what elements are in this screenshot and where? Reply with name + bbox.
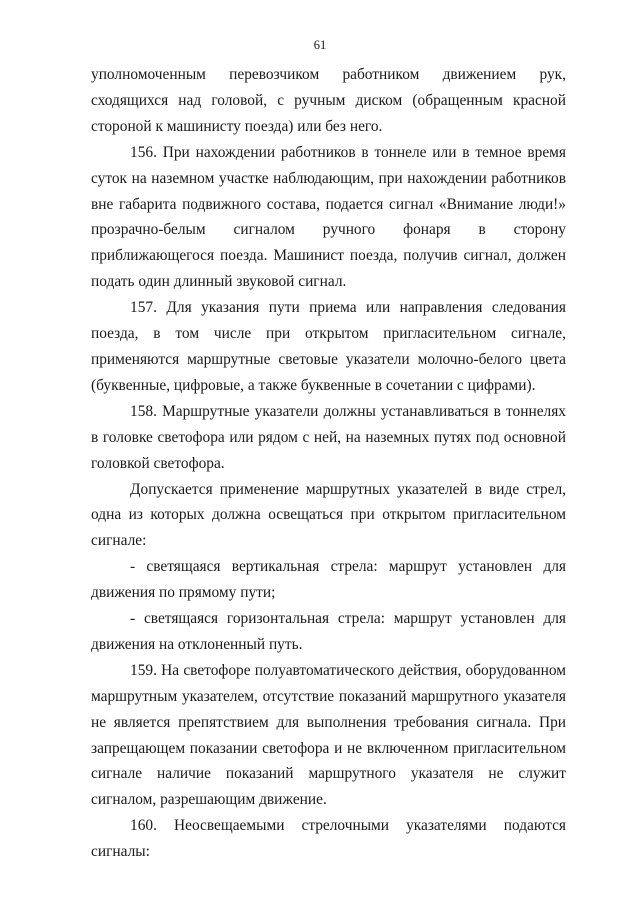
- paragraph-158-horizontal-arrow: - светящаяся горизонтальная стрела: маршрут установлен для движения на отклоненный путь.: [91, 610, 566, 653]
- paragraph-continuation: уполномоченным перевозчиком работником движением рук, сходящихся над головой, с ручным диском (обращенным красной стороной к машинисту поезда) или без него.: [91, 66, 566, 135]
- paragraph-158-allowed: Допускается применение маршрутных указателей в виде стрел, одна из которых должна освещаться при открытом пригласительном сигнале:: [91, 480, 566, 550]
- paragraph-159: 159. На светофоре полуавтоматического действия, оборудованном маршрутным указателем, отсутствие показаний маршрутного указателя не является препятствием для выполнения требования сигнала. При запрещающем показании светофора и не включенном пригласительном сигнале наличие показаний маршрутного указателя не служит сигналом, разрешающим движение.: [91, 661, 566, 809]
- page-number: 61: [313, 38, 327, 52]
- paragraph-157: 157. Для указания пути приема или направления следования поезда, в том числе при открытом пригласительном сигнале, применяются маршрутные световые указатели молочно-белого цвета (буквенные, цифровые, а также буквенные в сочетании с цифрами).: [91, 299, 566, 394]
- paragraph-158-vertical-arrow: - светящаяся вертикальная стрела: маршрут установлен для движения по прямому пути;: [91, 558, 566, 602]
- document-body: [91, 62, 566, 865]
- paragraph-158: 158. Маршрутные указатели должны устанавливаться в тоннелях в головке светофора или рядом с ней, на наземных путях под основной головкой светофора.: [91, 402, 566, 472]
- paragraph-160: 160. Неосвещаемыми стрелочными указателями подаются сигналы:: [91, 817, 566, 861]
- paragraph-156: 156. При нахождении работников в тоннеле или в темное время суток на наземном участке наблюдающим, при нахождении работников вне габарита подвижного состава, подается сигнал «Внимание люди!» прозрачно-белым сигналом ручного фонаря в сторону приближающегося поезда. Машинист поезда, получив сигнал, должен подать один длинный звуковой сигнал.: [91, 143, 566, 291]
